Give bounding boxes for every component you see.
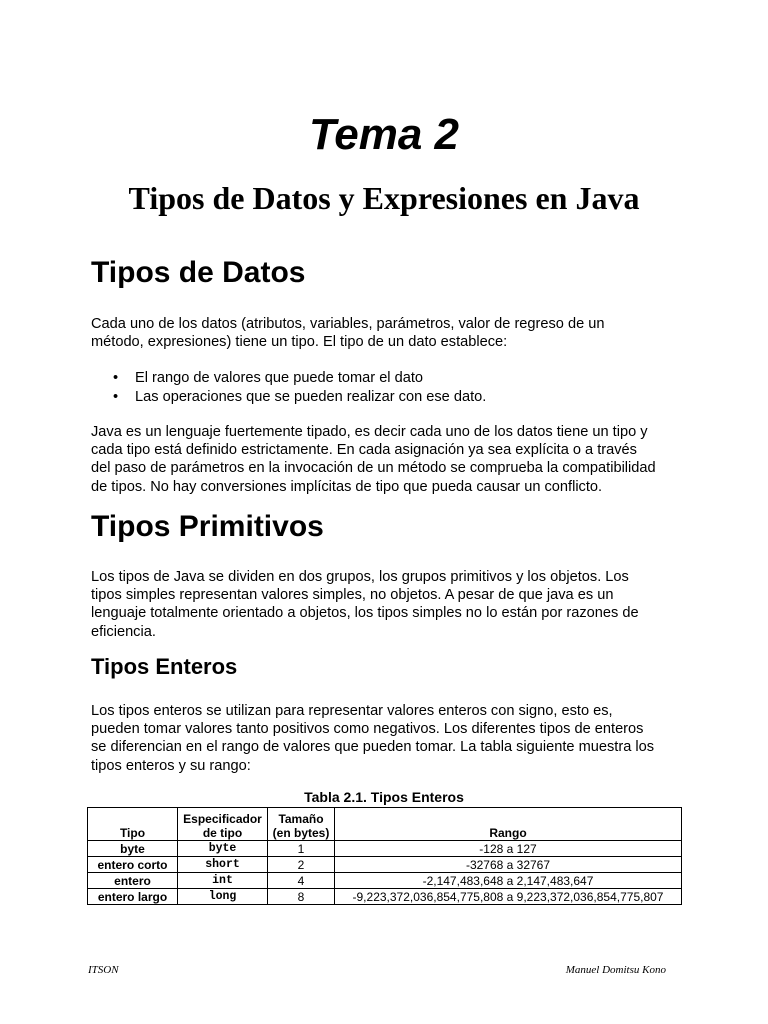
table-row <box>88 873 682 889</box>
text-line: del paso de parámetros en la invocación de un método se comprueba la compatibilidad <box>91 460 656 477</box>
heading-tipos-primitivos: Tipos Primitivos <box>91 510 324 543</box>
bullet-item <box>113 369 486 388</box>
header-tipo <box>88 808 178 841</box>
header-especificador <box>178 808 268 841</box>
cell-rango: -32768 a 32767 <box>335 857 682 873</box>
text-line: Java es un lenguaje fuertemente tipado, es decir cada uno de los datos tiene un tipo y <box>91 424 648 440</box>
text-line: cada tipo está definido estrictamente. En cada asignación ya sea explícita o a través <box>91 442 637 459</box>
cell-tipo: byte <box>88 841 178 857</box>
heading-tipos-de-datos: Tipos de Datos <box>91 256 306 289</box>
header-rango <box>335 808 682 841</box>
cell-tipo: entero corto <box>88 857 178 873</box>
header-text: Tipo <box>119 826 146 840</box>
cell-tamano: 2 <box>268 857 335 873</box>
paragraph-tipos-primitivos <box>91 568 681 641</box>
cell-especificador: long <box>178 889 268 905</box>
table-caption: Tabla 2.1. Tipos Enteros <box>304 789 464 805</box>
paragraph-tipos-enteros <box>91 702 681 775</box>
tipos-enteros-table <box>87 807 682 905</box>
text-line: Los tipos de Java se dividen en dos grupos, los grupos primitivos y los objetos. Los <box>91 569 629 585</box>
cell-tamano: 8 <box>268 889 335 905</box>
header-text: Rango <box>489 826 527 840</box>
chapter-title: Tema 2 <box>308 110 459 159</box>
bullet-icon: • <box>113 388 119 405</box>
text-line: Cada uno de los datos (atributos, variables, parámetros, valor de regreso de un <box>91 316 605 332</box>
header-text: Tamaño <box>278 812 324 826</box>
header-text: de tipo <box>202 826 243 840</box>
text-line: eficiencia. <box>91 623 156 640</box>
text-line: tipos simples representan valores simples, no objetos. A pesar de que java es un <box>91 587 614 604</box>
cell-tipo: entero <box>88 873 178 889</box>
header-text: Especificador <box>183 812 262 826</box>
table-row <box>88 889 682 905</box>
header-tamano <box>268 808 335 841</box>
paragraph-tipos-de-datos-body <box>91 423 681 496</box>
bullet-list <box>113 369 486 406</box>
table-row <box>88 857 682 873</box>
cell-rango: -2,147,483,648 a 2,147,483,647 <box>335 873 682 889</box>
bullet-item <box>113 388 486 407</box>
table-row <box>88 841 682 857</box>
cell-tipo: entero largo <box>88 889 178 905</box>
footer-right: Manuel Domitsu Kono <box>565 964 666 976</box>
cell-especificador: int <box>178 873 268 889</box>
cell-rango: -128 a 127 <box>335 841 682 857</box>
cell-tamano: 1 <box>268 841 335 857</box>
header-text: (en bytes) <box>272 826 330 840</box>
bullet-text: Las operaciones que se pueden realizar con ese dato. <box>135 388 487 405</box>
text-line: de tipos. No hay conversiones implícitas de tipo que pueda causar un conflicto. <box>91 478 603 495</box>
text-line: lenguaje totalmente orientado a objetos, los tipos simples no lo están por razones de <box>91 605 639 622</box>
cell-tamano: 4 <box>268 873 335 889</box>
bullet-icon: • <box>113 370 119 386</box>
text-line: pueden tomar valores tanto positivos como negativos. Los diferentes tipos de enteros <box>91 721 644 738</box>
text-line: se diferencian en el rango de valores que pueden tomar. La tabla siguiente muestra los <box>91 739 655 756</box>
chapter-subtitle: Tipos de Datos y Expresiones en Java <box>128 180 640 216</box>
heading-tipos-enteros: Tipos Enteros <box>91 654 238 679</box>
table-header-row <box>88 808 682 841</box>
text-line: tipos enteros y su rango: <box>91 757 251 774</box>
cell-especificador: short <box>178 857 268 873</box>
cell-especificador: byte <box>178 841 268 857</box>
text-line: método, expresiones) tiene un tipo. El tipo de un dato establece: <box>91 334 508 351</box>
cell-rango: -9,223,372,036,854,775,808 a 9,223,372,036,854,775,807 <box>335 889 682 905</box>
text-line: Los tipos enteros se utilizan para representar valores enteros con signo, esto es, <box>91 703 613 719</box>
footer-left: ITSON <box>88 964 119 976</box>
paragraph-tipos-de-datos-intro <box>91 315 681 351</box>
bullet-text: El rango de valores que puede tomar el dato <box>135 370 424 386</box>
